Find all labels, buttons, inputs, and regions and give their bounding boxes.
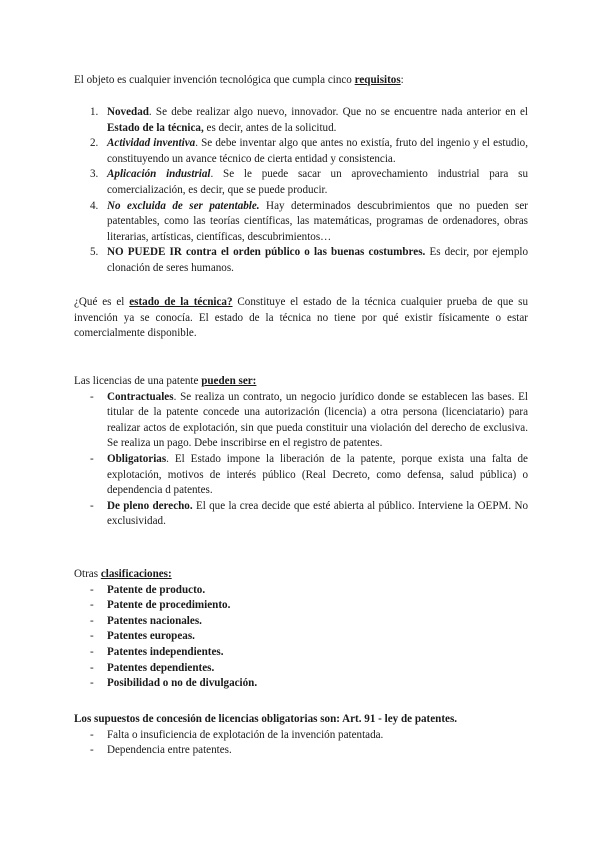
licencia-item	[74, 452, 528, 499]
requisito-title: Actividad inventiva	[107, 137, 196, 150]
dash-bullet: -	[90, 744, 94, 757]
requisito-item	[74, 136, 528, 167]
clasificaciones-section	[74, 567, 528, 692]
dash-bullet: -	[90, 452, 94, 465]
requisito-title: Novedad	[107, 106, 149, 118]
estado-text: Constituye el estado de la técnica cualquier prueba de que su invención ya se conocía. El estado de la técnica no tiene por qué existir físicamente o estar comercialmente disponible.	[74, 296, 528, 340]
clasificacion-item: - Patente de procedimiento.	[74, 598, 528, 614]
requisito-item	[74, 167, 528, 198]
licencia-item	[74, 390, 528, 452]
requisito-item	[74, 245, 528, 276]
licencia-text: El que la crea decide que esté abierta al público. Interviene la OEPM. No exclusividad.	[107, 499, 529, 528]
clasificacion-item: - Patentes nacionales.	[74, 614, 528, 630]
dash-bullet: -	[90, 630, 94, 643]
intro-keyword: requisitos	[354, 74, 401, 86]
requisito-text: . Se le puede sacar un aprovechamiento industrial para su comercialización, es decir, que se puede producir.	[107, 168, 528, 196]
dash-bullet: -	[90, 583, 94, 596]
requisito-text: . Se debe realizar algo nuevo, innovador. Que no se encuentre nada anterior en el	[148, 106, 528, 118]
requisito-text: . Se debe inventar algo que antes no existía, fruto del ingenio y el estudio, constituyendo un avance técnico de cierta entidad y consistencia.	[107, 137, 528, 165]
requisito-number: 4.	[90, 199, 99, 212]
licencias-section	[74, 374, 528, 530]
licencia-title: Contractuales	[107, 390, 174, 403]
licencias-heading: Las licencias de una patente pueden ser:	[74, 375, 257, 387]
licencia-title: Obligatorias	[107, 452, 167, 465]
supuestos-section	[74, 712, 528, 759]
requisito-title: NO PUEDE IR contra el orden público o las buenas costumbres.	[107, 246, 426, 259]
dash-bullet: -	[90, 499, 94, 512]
requisitos-list	[74, 105, 528, 277]
clasificaciones-heading-key: clasificaciones:	[100, 568, 172, 580]
estado-paragraph	[74, 295, 528, 342]
licencia-title: De pleno derecho.	[107, 499, 193, 512]
requisito-number: 5.	[90, 246, 99, 259]
requisito-number: 3.	[90, 168, 99, 181]
clasificacion-item: - Patente de producto.	[74, 583, 528, 599]
estado-pre: ¿Qué es el	[74, 296, 130, 308]
supuesto-item: - Dependencia entre patentes.	[74, 743, 528, 759]
requisito-title: Aplicación industrial	[107, 168, 211, 181]
clasificaciones-heading: Otras clasificaciones:	[74, 568, 172, 580]
supuestos-heading: Los supuestos de concesión de licencias obligatorias son: Art. 91 - ley de patentes.	[74, 713, 458, 725]
requisito-text: Es decir, por ejemplo clonación de seres humanos.	[107, 246, 528, 274]
clasificacion-item: - Patentes europeas.	[74, 629, 528, 645]
licencia-item	[74, 499, 528, 530]
clasificacion-item: - Posibilidad o no de divulgación.	[74, 676, 528, 692]
licencias-heading-key: pueden ser:	[201, 375, 257, 387]
dash-bullet: -	[90, 614, 94, 627]
clasificacion-item: - Patentes independientes.	[74, 645, 528, 661]
supuesto-item: - Falta o insuficiencia de explotación de la invención patentada.	[74, 728, 528, 744]
requisito-number: 1.	[90, 106, 99, 118]
clasificacion-item: - Patentes dependientes.	[74, 661, 528, 677]
dash-bullet: -	[90, 390, 94, 403]
requisito-term: Estado de la técnica,	[107, 121, 204, 134]
requisito-text: es decir, antes de la solicitud.	[203, 121, 337, 134]
dash-bullet: -	[90, 661, 94, 674]
intro-paragraph	[74, 73, 528, 89]
estado-term: estado de la técnica?	[129, 296, 233, 308]
requisito-title: No excluida de ser patentable.	[107, 199, 260, 212]
dash-bullet: -	[90, 599, 94, 612]
dash-bullet: -	[90, 728, 94, 741]
requisito-item	[74, 105, 528, 136]
requisito-text: Hay determinados descubrimientos que no pueden ser patentables, como las teorías científicas, las matemáticas, programas de ordenadores, obras literarias, artísticas, científicas, descubrimientos…	[107, 199, 528, 243]
requisito-number: 2.	[90, 137, 99, 150]
intro-tail: :	[400, 74, 404, 86]
requisito-item	[74, 199, 528, 246]
licencia-text: . Se realiza un contrato, un negocio jurídico donde se establecen las bases. El titular de la patente concede una autorización (licencia) a otra persona (licenciatario) para realizar actos de explotación, sin que pueda constituir una violación del derecho de exclusiva. Se realiza un pago. Debe inscribirse en el registro de patentes.	[107, 390, 528, 450]
intro-text: El objeto es cualquier invención tecnológica que cumpla cinco	[74, 74, 355, 86]
dash-bullet: -	[90, 677, 94, 690]
dash-bullet: -	[90, 645, 94, 658]
licencia-text: . El Estado impone la liberación de la patente, porque exista una falta de explotación, motivos de interés público (Real Decreto, como defensa, salud pública) o dependencia d patentes.	[107, 452, 528, 497]
